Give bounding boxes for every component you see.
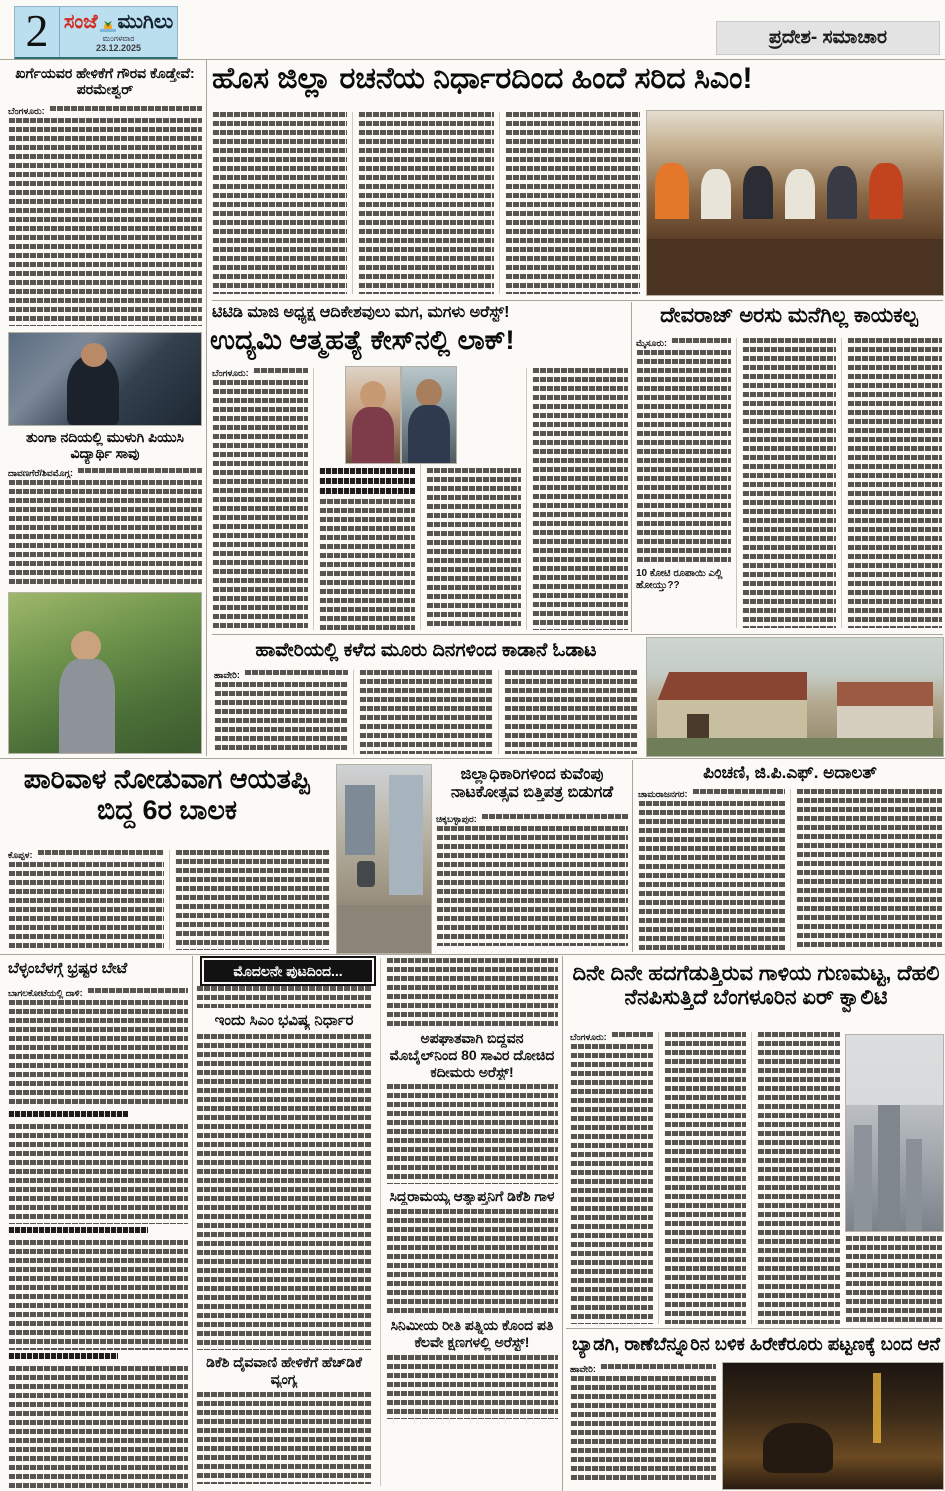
section-header: ಪ್ರದೇಶ- ಸಮಾಚಾರ (716, 21, 940, 55)
continuation-col1 (196, 986, 372, 1486)
body-text-placeholder (8, 1124, 188, 1224)
continuation-col2 (380, 958, 558, 1486)
body-text-placeholder (8, 1000, 188, 1108)
body-text-placeholder (845, 1236, 942, 1324)
subhead-mobile-theft: ಅಪಘಾತವಾಗಿ ಬಿದ್ದವನ ಮೊಬೈಲ್‌ನಿಂದ 80 ಸಾವಿರ ದೋಚಿದ ಕದೀಮರು ಅರೆಸ್ಟ್! (389, 1030, 555, 1080)
palm-sunset-icon (100, 15, 116, 29)
woman-portrait-photo (345, 366, 401, 464)
kicker-ttd: ಟಿಟಿಡಿ ಮಾಜಿ ಅಧ್ಯಕ್ಷ ಆದಿಕೇಶವುಲು ಮಗ, ಮಗಳು ಅರೆಸ್ಟ್! (212, 304, 510, 321)
headline-elephant3day: ಹಾವೇರಿಯಲ್ಲಿ ಕಳೆದ ಮೂರು ದಿನಗಳಿಂದ ಕಾಡಾನೆ ಓಡಾಟ (255, 640, 597, 661)
dateline-tunga: ದಾವಣಗೆರೆ/ಶಿವಮೊಗ್ಗ: (8, 468, 73, 478)
headline-kharge: ಖರ್ಗೆಯವರ ಹೇಳಿಕೆಗೆ ಗೌರವ ಕೊಡ್ತೇವೆ: ಪರಮೇಶ್ವರ್ (15, 66, 195, 97)
body-text-placeholder (611, 1032, 653, 1041)
body-text-placeholder (175, 850, 331, 950)
bold-subhead-placeholder (319, 468, 415, 496)
hazy-city-skyline-photo (845, 1034, 944, 1232)
column-rule (562, 956, 563, 1491)
dateline-elephant-town: ಹಾವೇರಿ: (570, 1364, 596, 1374)
masthead-title-part1: ಸಂಜೆ (63, 11, 98, 33)
body-text-placeholder (212, 112, 347, 294)
subhead-cinema-murder: ಸಿನಿಮೀಯ ರೀತಿ ಪತ್ನಿಯ ಕೊಂದ ಪತಿ ಕೆಲವೇ ಕ್ಷಣಗಳಲ್ಲಿ ಅರೆಸ್ಟ್! (390, 1317, 554, 1350)
article-pigeon-body (8, 850, 330, 950)
column-rule (632, 760, 633, 952)
politician-press-meet-photo (8, 332, 202, 426)
body-text-placeholder (8, 118, 202, 326)
body-text-placeholder (49, 106, 202, 115)
lead-raids: ಬಾಗಲಕೋಟೆಯಲ್ಲಿ ದಾಳಿ: (8, 988, 83, 998)
section-divider (566, 1328, 943, 1329)
body-text-placeholder (847, 338, 942, 628)
headline-adalat: ಪಿಂಚಣಿ, ಜಿ.ಪಿ.ಎಫ್. ಅದಾಲತ್ (703, 763, 877, 782)
man-portrait-photo (401, 366, 457, 464)
masthead (14, 6, 178, 60)
body-text-placeholder (692, 789, 785, 798)
subhead-hdk-vyangya: ಡಿಕೆಶಿ ದೈವವಾಣಿ ಹೇಳಿಕೆಗೆ ಹೆಚ್‌ಡಿಕೆ ವ್ಯಂಗ್ಯ (206, 1354, 362, 1387)
article-arasu-body (636, 338, 942, 628)
masthead-weekday: ಮಂಗಳವಾರ (102, 34, 135, 43)
body-text-placeholder (671, 338, 731, 347)
headline-tunga: ತುಂಗಾ ನದಿಯಲ್ಲಿ ಮುಳುಗಿ ಪಿಯುಸಿ ವಿದ್ಯಾರ್ಥಿ ಸಾವು (26, 430, 184, 461)
body-text-placeholder (253, 368, 308, 377)
dateline-adalat: ಚಾಮರಾಜನಗರ: (638, 789, 688, 799)
body-text-placeholder (570, 1044, 653, 1324)
masthead-date: 23.12.2025 (95, 43, 142, 53)
body-text-placeholder (600, 1364, 716, 1373)
headline-raids: ಬೆಳ್ಳಂಬೆಳಗ್ಗೆ ಭ್ರಷ್ಟರ ಬೇಟೆ (8, 960, 128, 977)
body-text-placeholder (358, 112, 493, 294)
student-outdoor-photo (8, 592, 202, 754)
body-text-placeholder (8, 1240, 188, 1350)
body-text-placeholder (8, 862, 164, 950)
article-adalat-body (638, 789, 942, 951)
body-text-placeholder (244, 670, 348, 679)
body-text-placeholder (504, 670, 638, 754)
body-text-placeholder (212, 380, 308, 630)
body-text-placeholder (636, 350, 731, 564)
body-text-placeholder (37, 850, 164, 859)
inline-subhead-arasu: 10 ಕೋಟಿ ರೂಪಾಯಿ ಎಲ್ಲಿ ಹೋಯ್ತು?? (636, 568, 723, 591)
body-text-placeholder (386, 1084, 558, 1184)
narrow-street-photo (336, 764, 432, 954)
body-text-placeholder (386, 1209, 558, 1313)
column-rule (206, 60, 207, 756)
dateline-arasu: ಮೈಸೂರು: (636, 338, 667, 348)
body-text-placeholder (426, 468, 522, 630)
headline-kuvempu: ಜಿಲ್ಲಾಧಿಕಾರಿಗಳಿಂದ ಕುವೆಂಪು ನಾಟಕೋತ್ಸವ ಬಿತ್ತಿಪತ್ರ ಬಿಡುಗಡೆ (450, 766, 614, 802)
dateline-elephant3day: ಹಾವೇರಿ: (214, 670, 240, 680)
section-divider (0, 954, 945, 955)
body-text-placeholder (796, 789, 943, 951)
dateline-pigeon: ಕೊಪ್ಪಳ: (8, 850, 33, 860)
bold-subhead-placeholder (8, 1227, 148, 1237)
masthead-logo (60, 7, 177, 57)
dateline-kuvempu: ಚಿಕ್ಕಬಳ್ಳಾಪುರ: (436, 814, 477, 824)
headline-elephant-town: ಬ್ಯಾಡಗಿ, ರಾಣೆಬೆನ್ನೂರಿನ ಬಳಿಕ ಹಿರೇಕೆರೂರು ಪಟ್ಟಣಕ್ಕೆ ಬಂದ ಆನೆ (571, 1334, 941, 1354)
dateline-kharge: ಬೆಂಗಳೂರು: (8, 106, 45, 116)
article-elephant3day-body (214, 670, 638, 754)
article-tunga-body (8, 468, 202, 588)
body-text-placeholder (742, 338, 837, 628)
body-text-placeholder (319, 499, 415, 630)
dateline-ttd: ಬೆಂಗಳೂರು: (212, 368, 249, 378)
body-text-placeholder (532, 368, 628, 630)
header-divider (0, 59, 945, 60)
article-cm-body (212, 112, 640, 294)
headline-pigeon: ಪಾರಿವಾಳ ನೋಡುವಾಗ ಆಯತಪ್ಪಿ ಬಿದ್ದ 6ರ ಬಾಲಕ (23, 764, 311, 825)
old-tiled-roof-house-photo (646, 637, 944, 757)
dateline-air-quality: ಬೆಂಗಳೂರು: (570, 1032, 607, 1042)
section-divider (0, 758, 945, 759)
section-divider (212, 634, 943, 635)
body-text-placeholder (757, 1032, 840, 1324)
officials-at-meeting-table-photo (646, 110, 944, 296)
body-text-placeholder (436, 826, 628, 946)
body-text-placeholder (8, 1366, 188, 1491)
article-kuvempu-body (436, 814, 628, 952)
subhead-cm-future: ಇಂದು ಸಿಎಂ ಭವಿಷ್ಯ ನಿರ್ಧಾರ (214, 1012, 354, 1029)
bold-subhead-placeholder (8, 1353, 118, 1363)
body-text-placeholder (505, 112, 640, 294)
continuation-box: ಮೊದಲನೇ ಪುಟದಿಂದ... (200, 956, 376, 986)
body-text-placeholder (570, 1376, 716, 1480)
column-rule (631, 302, 632, 632)
body-text-placeholder (87, 988, 188, 997)
body-text-placeholder (196, 1392, 372, 1484)
bold-subhead-placeholder (8, 1111, 128, 1121)
body-text-placeholder (214, 682, 348, 754)
body-text-placeholder (359, 670, 493, 754)
body-text-placeholder (8, 480, 202, 584)
column-rule (192, 956, 193, 1491)
body-text-placeholder (386, 1355, 558, 1419)
article-air-quality-body (570, 1032, 840, 1324)
subhead-dks-gala: ಸಿದ್ದರಾಮಯ್ಯ ಆತ್ಯಾಪ್ತನಿಗೆ ಡಿಕೆಶಿ ಗಾಳ (389, 1188, 555, 1205)
body-text-placeholder (481, 814, 628, 823)
article-raids-body (8, 988, 188, 1484)
body-text-placeholder (638, 801, 785, 951)
headline-cm-district: ಹೊಸ ಜಿಲ್ಲಾ ರಚನೆಯ ನಿರ್ಧಾರದಿಂದ ಹಿಂದೆ ಸರಿದ ಸಿಎಂ! (212, 62, 753, 95)
body-text-placeholder (664, 1032, 747, 1324)
headline-air-quality: ದಿನೇ ದಿನೇ ಹದಗೆಡುತ್ತಿರುವ ಗಾಳಿಯ ಗುಣಮಟ್ಟ, ದೆಹಲಿ ನೆನಪಿಸುತ್ತಿದೆ ಬೆಂಗಳೂರಿನ ಏರ್ ಕ್ವಾಲಿಟಿ (572, 962, 940, 1009)
night-street-photo (722, 1362, 944, 1490)
headline-arasu: ದೇವರಾಜ್ ಅರಸು ಮನೆಗಿಲ್ಲ ಕಾಯಕಲ್ಪ (660, 304, 918, 327)
page-number: 2 (15, 7, 60, 57)
article-kharge-body (8, 106, 202, 328)
section-divider (212, 300, 943, 301)
masthead-title-part2: ಮುಗಿಲು (117, 11, 174, 33)
body-text-placeholder (196, 986, 372, 1008)
headline-ttd: ಉದ್ಯಮಿ ಆತ್ಮಹತ್ಯೆ ಕೇಸ್‌ನಲ್ಲಿ ಲಾಕ್! (210, 325, 515, 355)
article-elephant-town-body (570, 1364, 716, 1486)
body-text-placeholder (196, 1034, 372, 1350)
body-text-placeholder (386, 958, 558, 1026)
body-text-placeholder (77, 468, 202, 477)
